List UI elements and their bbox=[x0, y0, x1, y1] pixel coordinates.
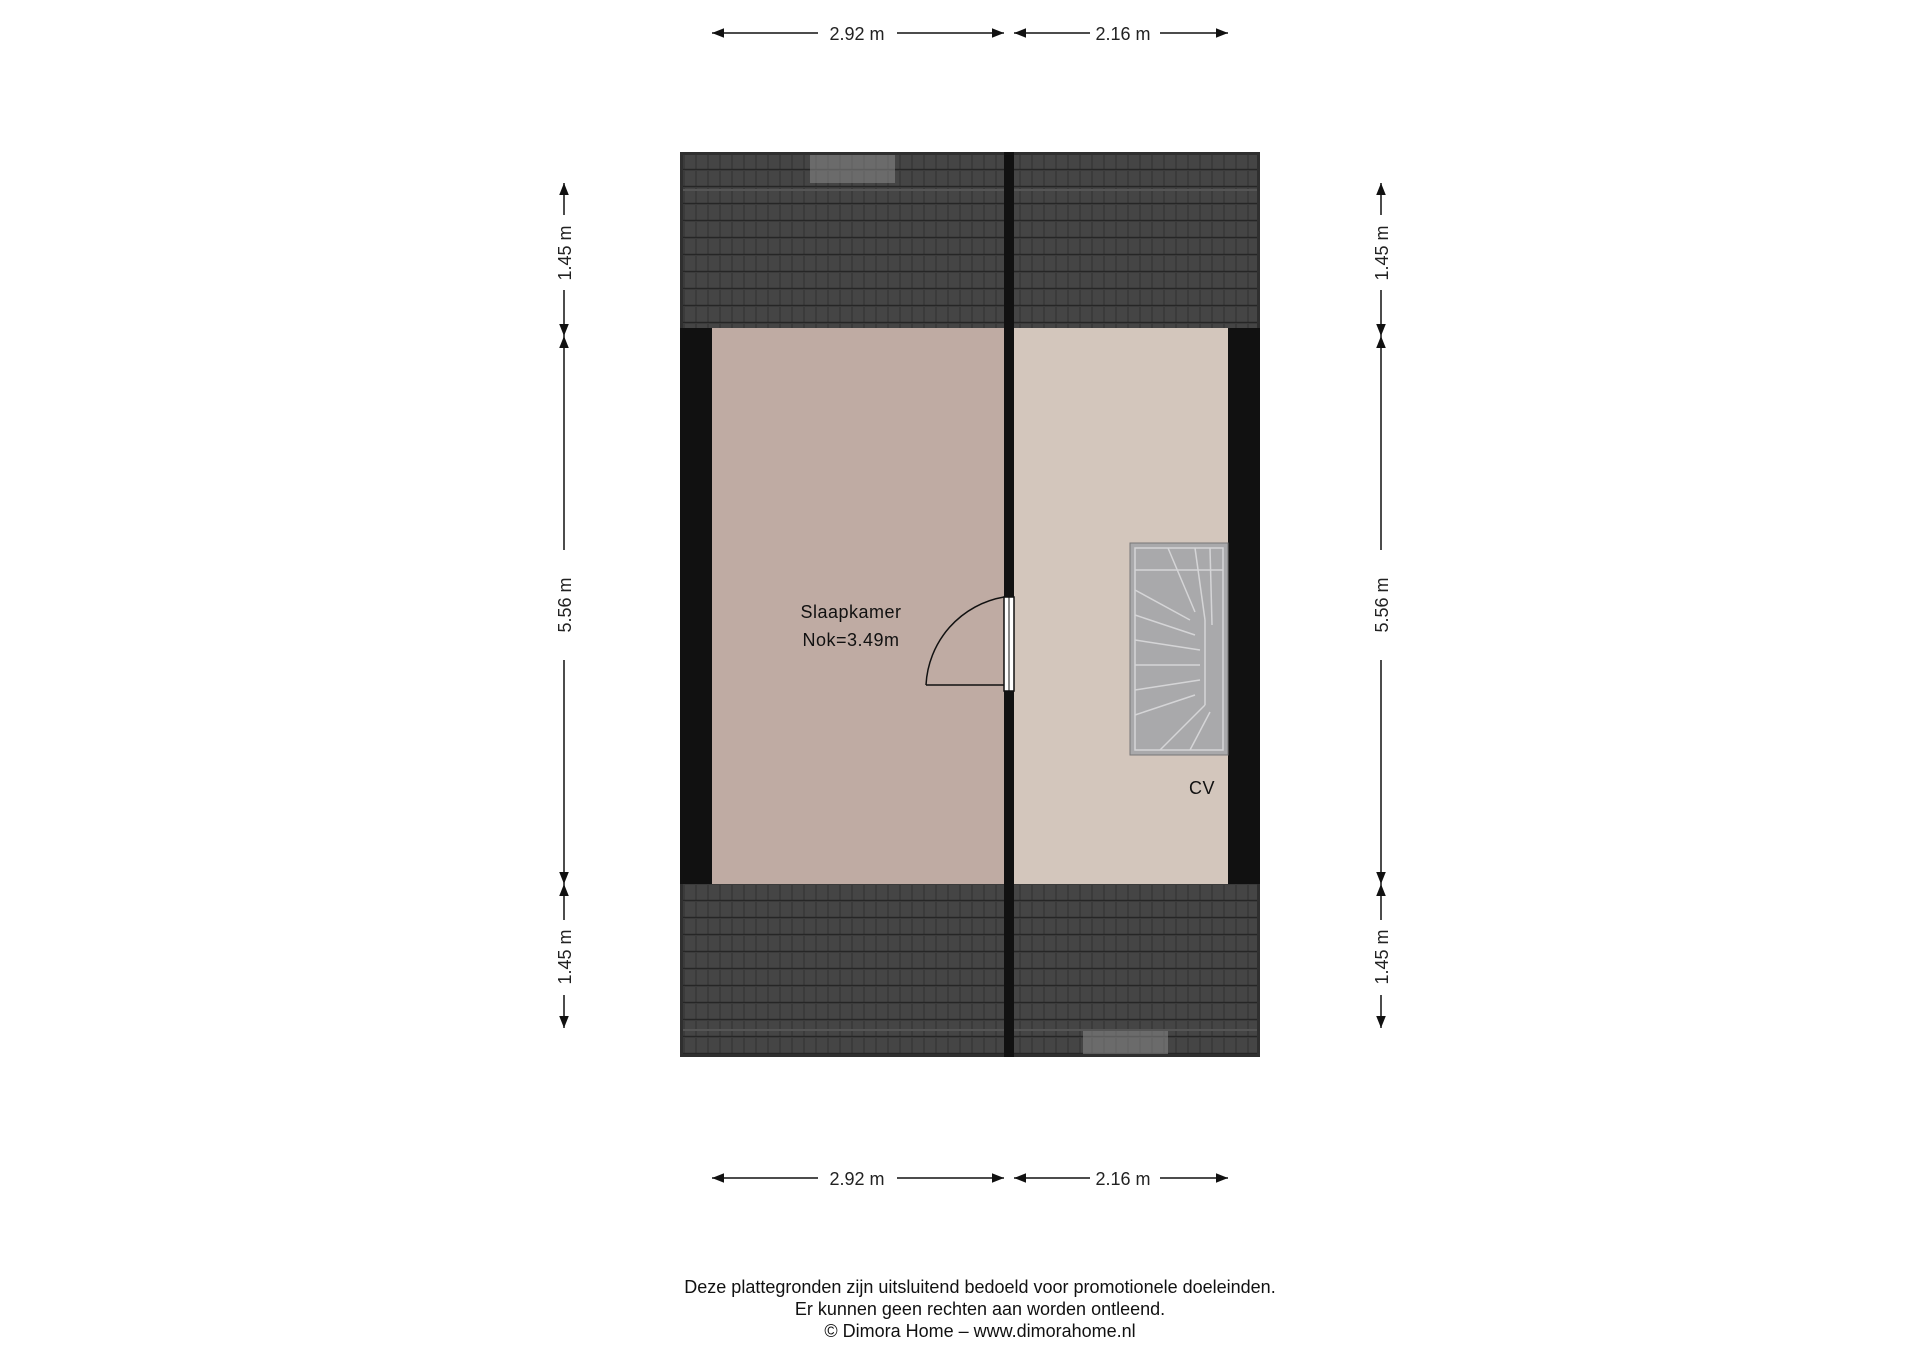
wall-left bbox=[680, 328, 712, 884]
dim-left-middle: 5.56 m bbox=[555, 577, 575, 633]
staircase bbox=[1130, 543, 1228, 755]
bedroom-name: Slaapkamer bbox=[800, 602, 902, 622]
dim-left-top: 1.45 m bbox=[555, 225, 575, 281]
wall-right bbox=[1228, 328, 1260, 884]
dim-left-bottom: 1.45 m bbox=[555, 929, 575, 985]
dimension-right bbox=[1372, 183, 1392, 1028]
disclaimer-line-3: © Dimora Home – www.dimorahome.nl bbox=[824, 1321, 1136, 1341]
dimension-top bbox=[712, 24, 1228, 44]
dim-right-top: 1.45 m bbox=[1372, 225, 1392, 281]
dim-bottom-left: 2.92 m bbox=[829, 1169, 885, 1189]
disclaimer-line-2: Er kunnen geen rechten aan worden ontleend. bbox=[794, 1299, 1166, 1319]
dimension-left bbox=[555, 183, 575, 1028]
dimension-bottom bbox=[712, 1169, 1228, 1189]
dim-right-middle: 5.56 m bbox=[1372, 577, 1392, 633]
roof-window-top bbox=[810, 155, 895, 183]
dim-bottom-right: 2.16 m bbox=[1095, 1169, 1151, 1189]
disclaimer bbox=[0, 1276, 1920, 1342]
roof-top bbox=[683, 155, 1257, 328]
bedroom-ridge-height: Nok=3.49m bbox=[802, 630, 900, 650]
roof-window-bottom bbox=[1083, 1030, 1168, 1054]
dim-top-left: 2.92 m bbox=[829, 24, 885, 44]
roof-bottom bbox=[683, 884, 1257, 1054]
disclaimer-line-1: Deze plattegronden zijn uitsluitend bedoeld voor promotionele doeleinden. bbox=[684, 1277, 1276, 1297]
boiler-label: CV bbox=[1188, 778, 1216, 798]
dim-right-bottom: 1.45 m bbox=[1372, 929, 1392, 985]
dim-top-right: 2.16 m bbox=[1095, 24, 1151, 44]
